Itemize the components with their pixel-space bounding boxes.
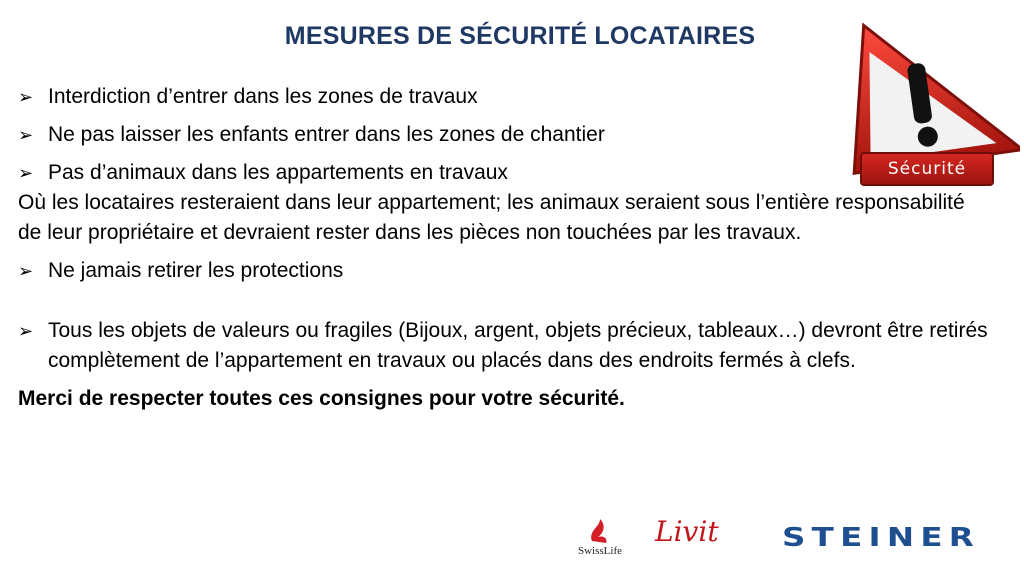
spacer: [18, 294, 998, 316]
livit-logo: Livit: [655, 515, 719, 548]
bullet-text: Tous les objets de valeurs ou fragiles (Bijoux, argent, objets précieux, tableaux…) devront être retirés complètement de l’appartement en travaux ou placés dans des endroits fermés à clefs.: [48, 319, 988, 372]
security-label: Sécurité: [860, 152, 994, 186]
bullet-text: Pas d’animaux dans les appartements en travaux: [48, 161, 508, 184]
swisslife-logo: [570, 513, 630, 569]
bullet-text: Ne pas laisser les enfants entrer dans les zones de chantier: [48, 123, 605, 146]
swisslife-mark-icon: [570, 513, 630, 545]
pets-paragraph: Où les locataires resteraient dans leur appartement; les animaux seraient sous l’entière responsabilité de leur propriétaire et devraient rester dans les pièces non touchées par les travaux.: [18, 191, 965, 244]
bullet-item: [18, 256, 998, 286]
bullet-text: Interdiction d’entrer dans les zones de travaux: [48, 85, 478, 108]
bullet-arrow-icon: ➢: [18, 321, 34, 341]
steiner-logo: STEINER: [782, 523, 981, 553]
closing-message: Merci de respecter toutes ces consignes pour votre sécurité.: [18, 387, 625, 410]
bullet-arrow-icon: ➢: [18, 261, 34, 281]
swisslife-text: SwissLife: [578, 545, 622, 557]
bullet-arrow-icon: ➢: [18, 125, 34, 145]
logo-strip: [0, 505, 1024, 576]
bullet-arrow-icon: ➢: [18, 87, 34, 107]
bullet-text: Ne jamais retirer les protections: [48, 259, 344, 282]
bullet-arrow-icon: ➢: [18, 163, 34, 183]
slide-title: MESURES DE SÉCURITÉ LOCATAIRES: [284, 22, 756, 50]
bullet-item: [18, 316, 998, 376]
